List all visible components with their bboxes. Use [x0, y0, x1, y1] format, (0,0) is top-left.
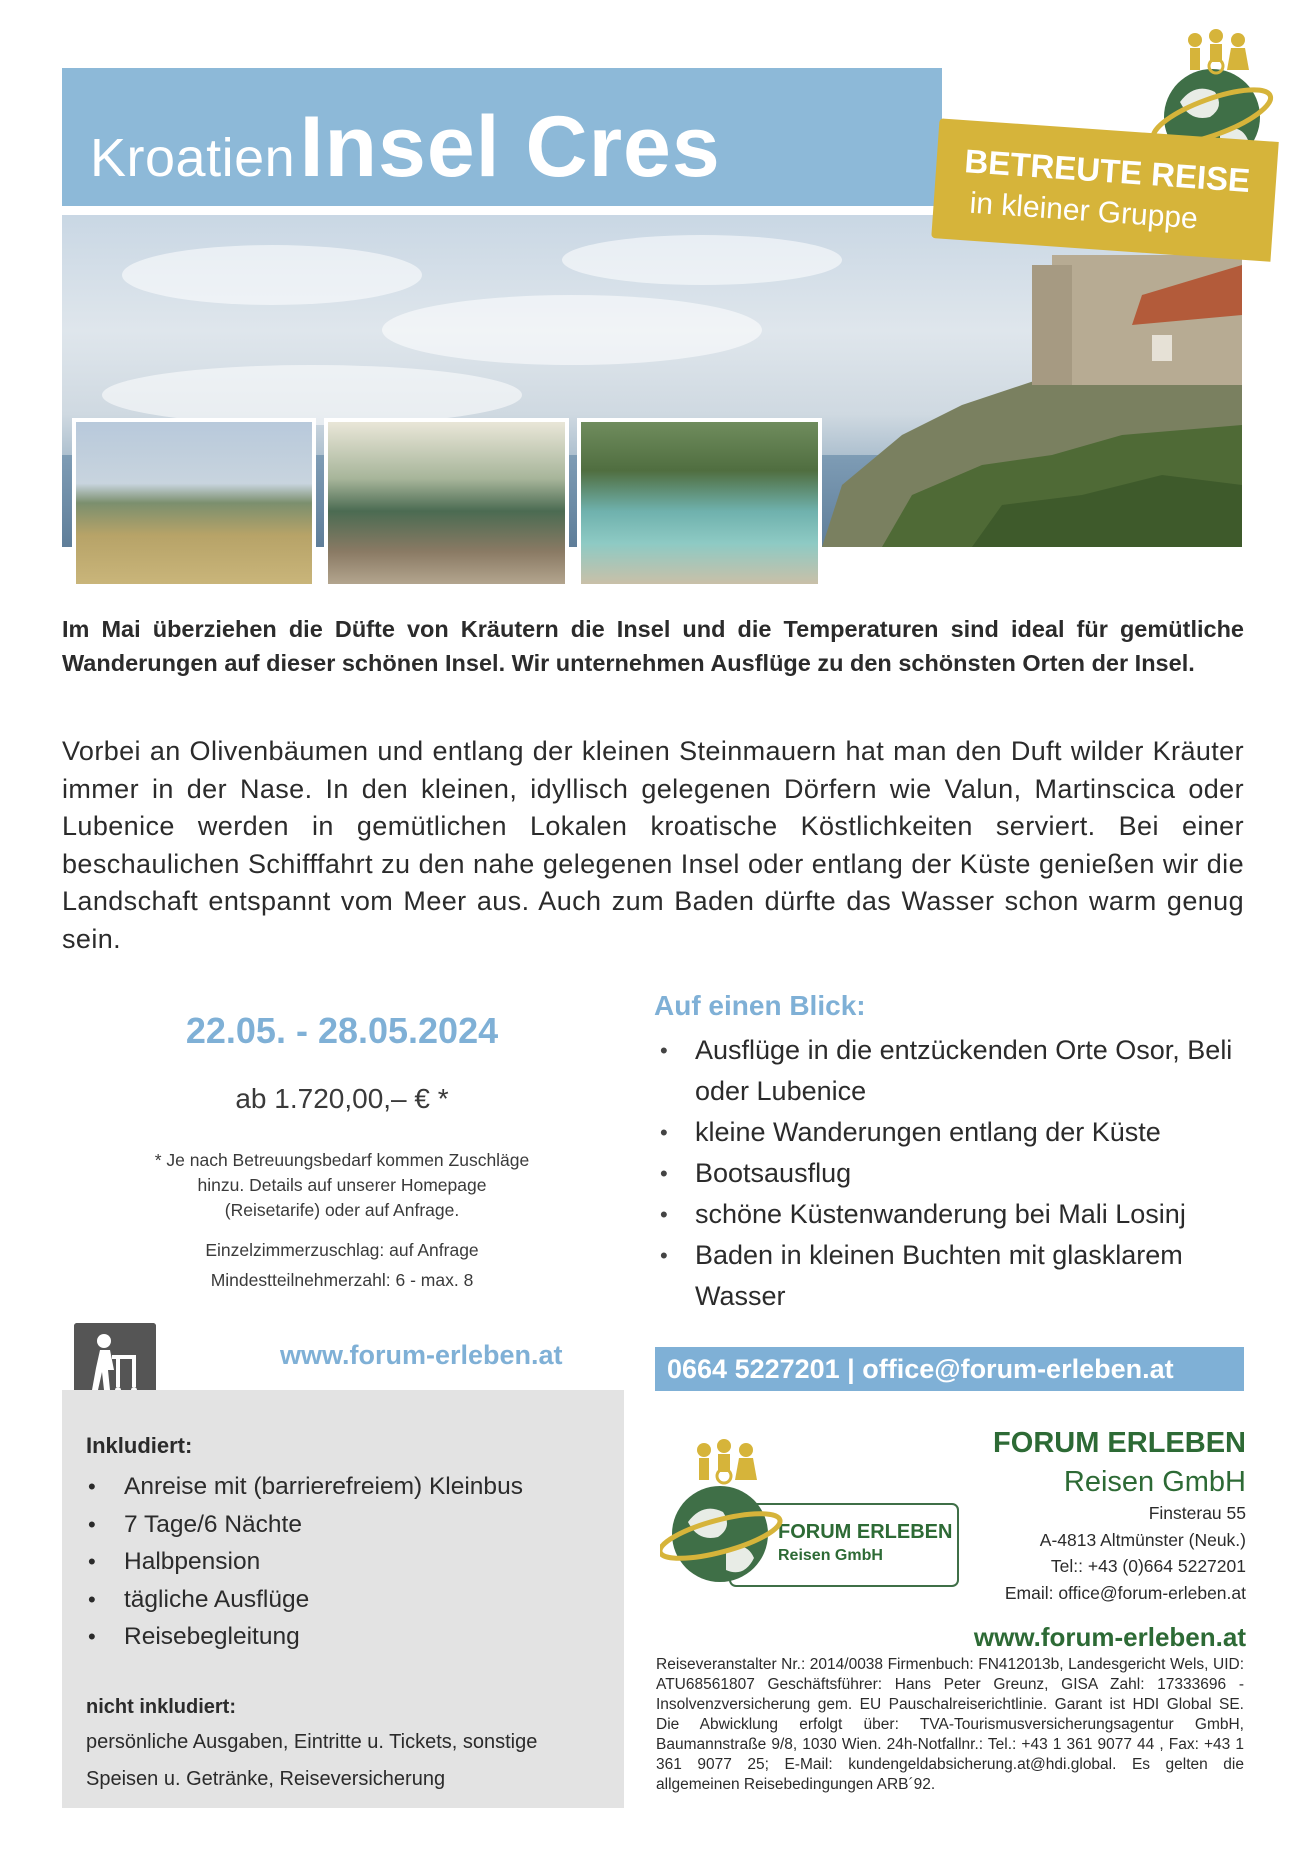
address-city: A-4813 Altmünster (Neuk.) [1039, 1529, 1246, 1550]
logo-text-line1: FORUM ERLEBEN [778, 1521, 953, 1543]
list-item: • schöne Küstenwanderung bei Mali Losinj [654, 1194, 1254, 1235]
company-website-link[interactable]: www.forum-erleben.at [973, 1622, 1246, 1652]
beach-bay-photo [577, 418, 822, 588]
glance-title: Auf einen Blick: [654, 990, 866, 1021]
legal-notice: Reiseveranstalter Nr.: 2014/0038 Firmenbuch: FN412013b, Landesgericht Wels, UID: ATU68561807 Geschäftsführer: Hans Peter Greunz, GISA Zahl: 17333696 - Insolvenzversicherung gem. EU Pauschalreiserichtlinie. Garant ist HDI Global SE. Die Abwicklung erfolgt über: TVA-Tourismusversicherungsagentur GmbH, Baumannstraße 9/8, 1030 Wien. 24h-Notfallnr.: Tel.: +43 1 361 9077 44 , Fax: +43 1 361 9077 25; E-Mail: kundengeldabsicherung.at@hdi.global. Es gelten die allgemeinen Reisebedingungen ARB´92. [656, 1656, 1244, 1793]
badge-subtitle: in kleiner Gruppe [968, 186, 1199, 236]
logo-text-line2: Reisen GmbH [778, 1547, 883, 1564]
not-included-text: persönliche Ausgaben, Eintritte u. Tickets, sonstige Speisen u. Getränke, Reiseversicherung [86, 1731, 538, 1790]
website-link[interactable]: www.forum-erleben.at [280, 1340, 563, 1370]
participants-note: Mindestteilnehmerzahl: 6 - max. 8 [210, 1270, 474, 1290]
glance-list [654, 1030, 1254, 1317]
trip-dates: 22.05. - 28.05.2024 [185, 1010, 499, 1051]
list-item: • 7 Tage/6 Nächte [86, 1506, 606, 1544]
price-footnote: * Je nach Betreuungsbedarf kommen Zuschläge hinzu. Details auf unserer Homepage (Reisetarife) oder auf Anfrage. [154, 1150, 530, 1220]
company-type: Reisen GmbH [1063, 1466, 1246, 1498]
address-street: Finsterau 55 [1148, 1503, 1246, 1523]
title-bar [62, 68, 942, 206]
list-item: • Ausflüge in die entzückenden Orte Osor, Beli oder Lubenice [654, 1030, 1254, 1112]
company-name: FORUM ERLEBEN [993, 1427, 1246, 1459]
village-landscape-photo [72, 418, 316, 588]
intro-lead: Im Mai überziehen die Düfte von Kräutern die Insel und die Temperaturen sind ideal für gemütliche Wanderungen auf dieser schönen Insel. Wir unternehmen Ausflüge zu den schönsten Orten der Insel. [62, 616, 1244, 676]
badge-title: BETREUTE REISE [963, 142, 1252, 200]
guided-trip-badge [931, 118, 1279, 261]
title-destination: Insel Cres [299, 99, 721, 195]
globe-people-logo-icon [660, 1432, 960, 1592]
contact-bar[interactable]: 0664 5227201 | office@forum-erleben.at [655, 1347, 1244, 1391]
cafe-terrace-photo [324, 418, 569, 588]
trip-price: ab 1.720,00,– € * [235, 1083, 449, 1114]
intro-body: Vorbei an Olivenbäumen und entlang der kleinen Steinmauern hat man den Duft wilder Kräuter immer in der Nase. In den kleinen, idyllisch gelegenen Dörfern wie Valun, Martinscica oder Lubenice werden in gemütlichen Lokalen kroatische Köstlichkeiten serviert. Bei einer beschaulichen Schifffahrt zu den nahe gelegenen Insel oder entlang der Küste genießen wir die Landschaft entspannt vom Meer aus. Auch zum Baden dürfte das Wasser schon warm genug sein. [62, 736, 1244, 954]
address-phone: Tel:: +43 (0)664 5227201 [1050, 1556, 1246, 1576]
list-item: • kleine Wanderungen entlang der Küste [654, 1112, 1254, 1153]
list-item: • Halbpension [86, 1543, 606, 1581]
not-included-title: nicht inkludiert: [86, 1696, 236, 1718]
address-email[interactable]: Email: office@forum-erleben.at [1004, 1582, 1246, 1603]
page-title [90, 98, 721, 197]
list-item: • Anreise mit (barrierefreiem) Kleinbus [86, 1468, 606, 1506]
company-address [946, 1500, 1246, 1606]
trip-extra-info [62, 1235, 622, 1295]
single-room-note: Einzelzimmerzuschlag: auf Anfrage [205, 1240, 479, 1260]
photo-thumbnails [72, 418, 822, 588]
included-list [86, 1468, 606, 1656]
list-item: • Bootsausflug [654, 1153, 1254, 1194]
list-item: • Baden in kleinen Buchten mit glasklarem Wasser [654, 1235, 1254, 1317]
title-country: Kroatien [90, 128, 296, 188]
list-item: • Reisebegleitung [86, 1618, 606, 1656]
list-item: • tägliche Ausflüge [86, 1581, 606, 1619]
included-title: Inkludiert: [86, 1433, 193, 1458]
